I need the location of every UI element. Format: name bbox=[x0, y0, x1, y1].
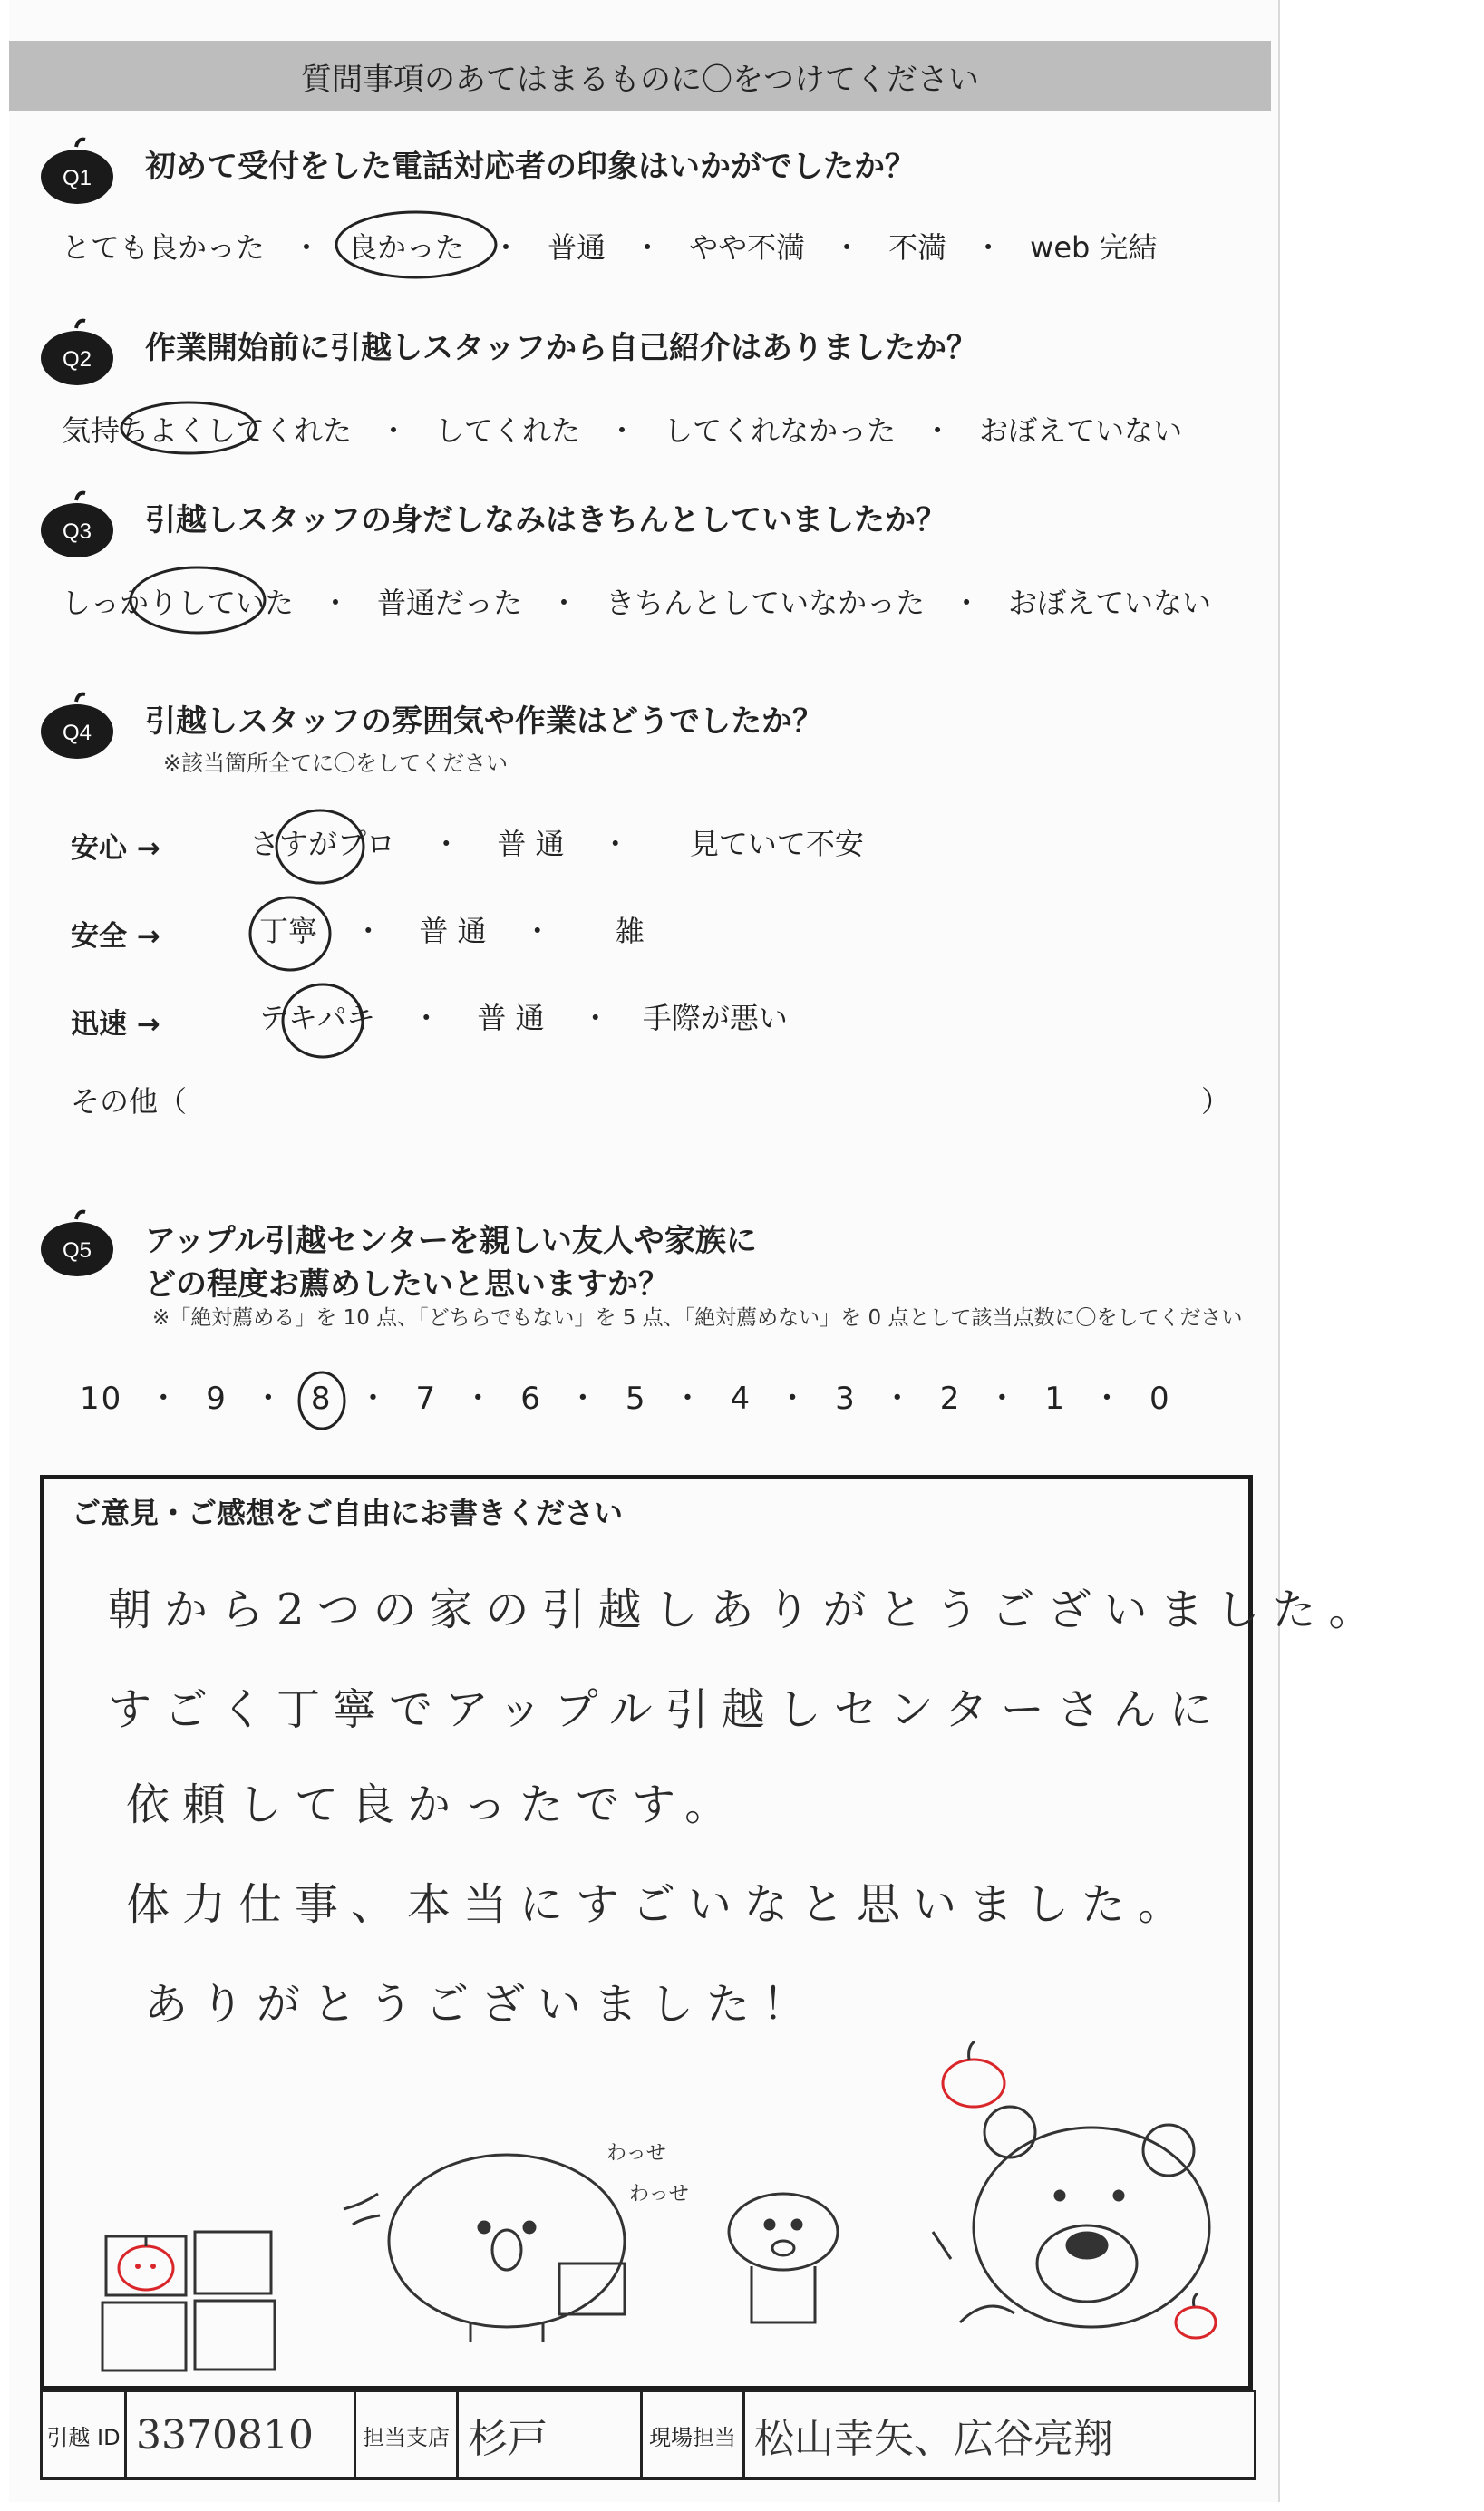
q4-row-2-option-1-label: 丁寧 bbox=[259, 914, 318, 948]
q5-badge-label: Q5 bbox=[62, 1238, 92, 1263]
q4-row-2-option-3[interactable]: 雑 bbox=[615, 914, 645, 948]
q5-question-line2: どの程度お薦めしたいと思いますか？ bbox=[145, 1266, 669, 1303]
q3-option-1[interactable] bbox=[62, 580, 294, 622]
selection-circle bbox=[270, 801, 370, 892]
selection-circle bbox=[295, 1368, 349, 1433]
round-character-doodle bbox=[344, 2155, 625, 2342]
q4-other-label: その他（ bbox=[71, 1084, 188, 1119]
small-character-doodle bbox=[729, 2194, 838, 2322]
comment-line-5: ありがとうございました！ bbox=[144, 1979, 820, 2030]
apple-badge-icon bbox=[36, 490, 118, 562]
q2-option-4[interactable]: おぼえていない bbox=[979, 413, 1183, 448]
q1-option-6[interactable]: web 完結 bbox=[1030, 230, 1158, 265]
q1-option-2[interactable] bbox=[348, 225, 464, 267]
q3-option-3[interactable]: きちんとしていなかった bbox=[606, 586, 926, 620]
comment-line-2: すごく丁寧でアップル引越しセンターさんに bbox=[108, 1684, 1226, 1735]
q4-row-2-option-1[interactable] bbox=[259, 914, 317, 948]
q4-row-1-option-3[interactable]: 見ていて不安 bbox=[689, 827, 864, 861]
q1-options: とても良かった ・ 良かった ・ 普通 ・ やや不満 ・ 不満 ・ web 完結 bbox=[62, 225, 1158, 267]
score-6[interactable]: 6 bbox=[520, 1381, 542, 1417]
footer-branch-label: 担当支店 bbox=[356, 2392, 459, 2477]
score-0[interactable]: 0 bbox=[1149, 1381, 1171, 1417]
q5-scale: 10 ・ 9 ・ 8 ・ 7 ・ 6 ・ 5 ・ 4 ・ 3 ・ 2 ・ 1 ・ 0 bbox=[80, 1373, 1171, 1418]
apple-badge-icon bbox=[36, 317, 118, 390]
q4-other-close: ） bbox=[1201, 1084, 1231, 1119]
q4-row-1-options: さすがプロ ・ 普 通 ・ 見ていて不安 bbox=[250, 821, 864, 863]
q3-badge-label: Q3 bbox=[62, 519, 92, 544]
q4-row-3-option-3[interactable]: 手際が悪い bbox=[642, 1001, 788, 1035]
q2-badge-label: Q2 bbox=[62, 347, 92, 372]
score-8[interactable] bbox=[311, 1381, 333, 1417]
q2-option-3[interactable]: してくれなかった bbox=[664, 413, 897, 448]
q4-row-1-label: 安心 → bbox=[71, 832, 160, 865]
q4-row-2-options: 丁寧 ・ 普 通 ・ 雑 bbox=[259, 908, 645, 950]
score-4[interactable]: 4 bbox=[730, 1381, 752, 1417]
q4-question: 引越しスタッフの雰囲気や作業はどうでしたか？ bbox=[145, 703, 823, 740]
q4-row-3-options: テキパキ ・ 普 通 ・ 手際が悪い bbox=[259, 995, 788, 1037]
comment-line-1: 朝から2つの家の引越しありがとうございました。 bbox=[108, 1585, 1385, 1635]
comment-box[interactable] bbox=[40, 1475, 1385, 2390]
score-5[interactable]: 5 bbox=[625, 1381, 647, 1417]
apple-badge-icon bbox=[36, 691, 118, 763]
q4-row-1-option-1-label: さすがプロ bbox=[250, 827, 396, 861]
question-1 bbox=[36, 136, 1251, 281]
q3-question: 引越しスタッフの身だしなみはきちんとしていましたか？ bbox=[145, 502, 946, 538]
q4-row-3-option-1[interactable] bbox=[259, 1001, 375, 1035]
q4-row-2-label: 安全 → bbox=[71, 920, 160, 953]
q3-options: しっかりしていた ・ 普通だった ・ きちんとしていなかった ・ おぼえていない bbox=[62, 580, 1211, 622]
q5-note: ※「絶対薦める」を 10 点、「どちらでもない」を 5 点、「絶対薦めない」を 0 点として該当点数に〇をしてください bbox=[152, 1306, 1243, 1330]
q4-row-3-option-1-label: テキパキ bbox=[259, 1001, 376, 1035]
apple-face-icon bbox=[119, 2237, 173, 2290]
q4-row-3-label: 迅速 → bbox=[71, 1008, 160, 1041]
apple-badge-icon bbox=[36, 1208, 118, 1281]
score-9[interactable]: 9 bbox=[206, 1381, 228, 1417]
q4-row-1-option-1[interactable] bbox=[250, 827, 395, 861]
footer-staff-label: 現場担当 bbox=[643, 2392, 745, 2477]
title-bar bbox=[9, 41, 1271, 111]
doodle-text-1: わっせ bbox=[606, 2142, 666, 2165]
comment-title: ご意見・ご感想をご自由にお書きください bbox=[72, 1496, 624, 1530]
q1-option-5[interactable]: 不満 bbox=[888, 230, 947, 265]
q4-row-1-option-2[interactable]: 普 通 bbox=[497, 827, 565, 861]
score-3[interactable]: 3 bbox=[835, 1381, 857, 1417]
selection-circle bbox=[330, 207, 502, 284]
q2-option-1[interactable] bbox=[62, 408, 352, 450]
footer-id-label: 引越 ID bbox=[43, 2392, 127, 2477]
q4-note: ※該当箇所全てに〇をしてください bbox=[163, 751, 509, 776]
q1-question: 初めて受付をした電話対応者の印象はいかがでしたか？ bbox=[145, 149, 916, 185]
score-1[interactable]: 1 bbox=[1044, 1381, 1067, 1417]
q1-option-4[interactable]: やや不満 bbox=[689, 230, 806, 265]
q4-row-2-option-2[interactable]: 普 通 bbox=[419, 914, 487, 948]
q5-question-line1: アップル引越センターを親しい友人や家族に bbox=[145, 1223, 757, 1259]
apple-icon bbox=[1176, 2293, 1216, 2338]
q1-option-2-label: 良かった bbox=[348, 230, 465, 265]
q3-option-4[interactable]: おぼえていない bbox=[1008, 586, 1212, 620]
selection-circle bbox=[245, 888, 335, 979]
selection-circle bbox=[116, 395, 261, 463]
question-4 bbox=[36, 691, 1251, 1126]
footer-table bbox=[40, 2390, 1256, 2480]
q2-option-1-label: 気持ちよくしてくれた bbox=[62, 413, 353, 448]
score-7[interactable]: 7 bbox=[415, 1381, 438, 1417]
footer-id-value[interactable]: 3370810 bbox=[127, 2392, 356, 2477]
selection-circle bbox=[125, 560, 270, 642]
selection-circle bbox=[277, 975, 368, 1066]
q3-option-2[interactable]: 普通だった bbox=[377, 586, 523, 620]
comment-line-3: 依頼して良かったです。 bbox=[126, 1779, 742, 1830]
apple-icon bbox=[943, 2041, 1004, 2107]
comment-line-4: 体力仕事、本当にすごいなと思いました。 bbox=[126, 1879, 1195, 1930]
q4-row-3-option-2[interactable]: 普 通 bbox=[477, 1001, 545, 1035]
question-2 bbox=[36, 317, 1251, 462]
bear-doodle bbox=[933, 2107, 1209, 2327]
score-8-label: 8 bbox=[310, 1381, 333, 1417]
q3-option-1-label: しっかりしていた bbox=[62, 586, 295, 620]
q1-badge-label: Q1 bbox=[62, 166, 92, 190]
q1-option-1[interactable]: とても良かった bbox=[62, 230, 266, 265]
q2-question: 作業開始前に引越しスタッフから自己紹介はありましたか？ bbox=[145, 330, 977, 366]
score-2[interactable]: 2 bbox=[939, 1381, 962, 1417]
doodle-text-2: わっせ bbox=[629, 2183, 689, 2206]
q2-option-2[interactable]: してくれた bbox=[435, 413, 581, 448]
footer-staff-value[interactable]: 松山幸矢、広谷亮翔 bbox=[754, 2416, 1113, 2462]
q1-option-3[interactable]: 普通 bbox=[548, 230, 606, 265]
doodle-illustration bbox=[44, 2023, 1241, 2381]
q2-options: 気持ちよくしてくれた ・ してくれた ・ してくれなかった ・ おぼえていない bbox=[62, 408, 1182, 450]
footer-branch-value[interactable]: 杉戸 bbox=[459, 2392, 643, 2477]
q4-badge-label: Q4 bbox=[62, 721, 92, 745]
question-3 bbox=[36, 490, 1251, 635]
page-title: 質問事項のあてはまるものに〇をつけてください bbox=[301, 61, 979, 98]
score-10[interactable]: 10 bbox=[80, 1381, 123, 1417]
apple-badge-icon bbox=[36, 136, 118, 208]
survey-sheet bbox=[9, 0, 1385, 2502]
